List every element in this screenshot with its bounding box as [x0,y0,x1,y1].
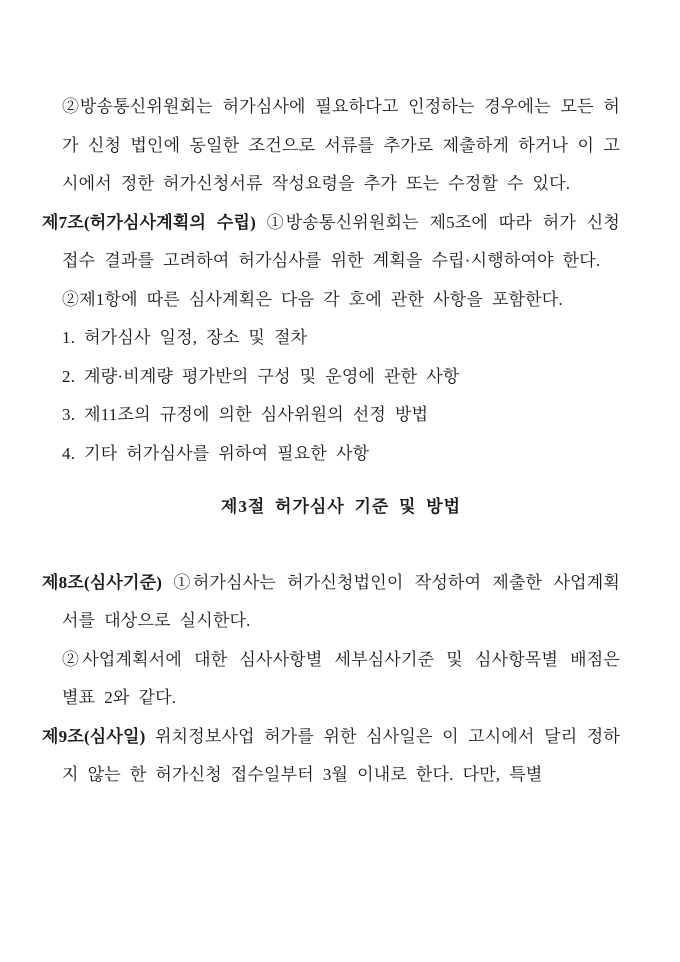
article-9-text: 위치정보사업 허가를 위한 심사일은 이 고시에서 달리 정하지 않는 한 허가신청 접수일부터 3월 이내로 한다. 다만, 특별 [62,726,621,784]
list-item-2 [62,358,620,397]
list-item-2-text: 계량·비계량 평가반의 구성 및 운영에 관한 사항 [84,366,460,386]
article-7-title: 제7조(허가심사계획의 수립) [42,212,257,232]
list-item-2-number: 2. [62,366,76,386]
list-item-3 [62,396,620,435]
document-content [42,88,621,795]
article-7-clause2: ②제1항에 따른 심사계획은 다음 각 호에 관한 사항을 포함한다. [62,289,563,309]
list-item-3-text: 제11조의 규정에 의한 심사위원의 선정 방법 [84,405,429,424]
article-8 [42,564,620,641]
list-item-3-number: 3. [62,405,76,424]
article-7-clause1: ①방송통신위원회는 제5조에 따라 허가 신청접수 결과를 고려하여 허가심사를 위한 계획을 수립·시행하여야 한다. [62,212,621,270]
intro-clause-paragraph: ②방송통신위원회는 허가심사에 필요하다고 인정하는 경우에는 모든 허가 신청 법인에 동일한 조건으로 서류를 추가로 제출하게 하거나 이 고시에서 정한 허가신청서류 작성요령을 추가 또는 수정할 수 있다. [62,97,620,193]
list-item-1-text: 허가심사 일정, 장소 및 절차 [84,328,308,347]
article-9-title: 제9조(심사일) [42,726,146,746]
list-item-4 [62,435,620,474]
list-item-1 [62,319,620,358]
article-8-clause1: ①허가심사는 허가신청법인이 작성하여 제출한 사업계획서를 대상으로 실시한다. [62,572,620,630]
list-item-4-text: 기타 허가심사를 위하여 필요한 사항 [84,443,370,463]
list-item-1-number: 1. [62,328,76,347]
article-8-title: 제8조(심사기준) [42,572,163,592]
list-item-4-number: 4. [62,443,76,463]
section-3-heading: 제3절 허가심사 기준 및 방법 [220,497,462,516]
article-9 [42,718,621,795]
article-8-clause2: ②사업계획서에 대한 심사사항별 세부심사기준 및 심사항목별 배점은 별표 2와 같다. [62,649,620,707]
article-7 [42,204,621,281]
